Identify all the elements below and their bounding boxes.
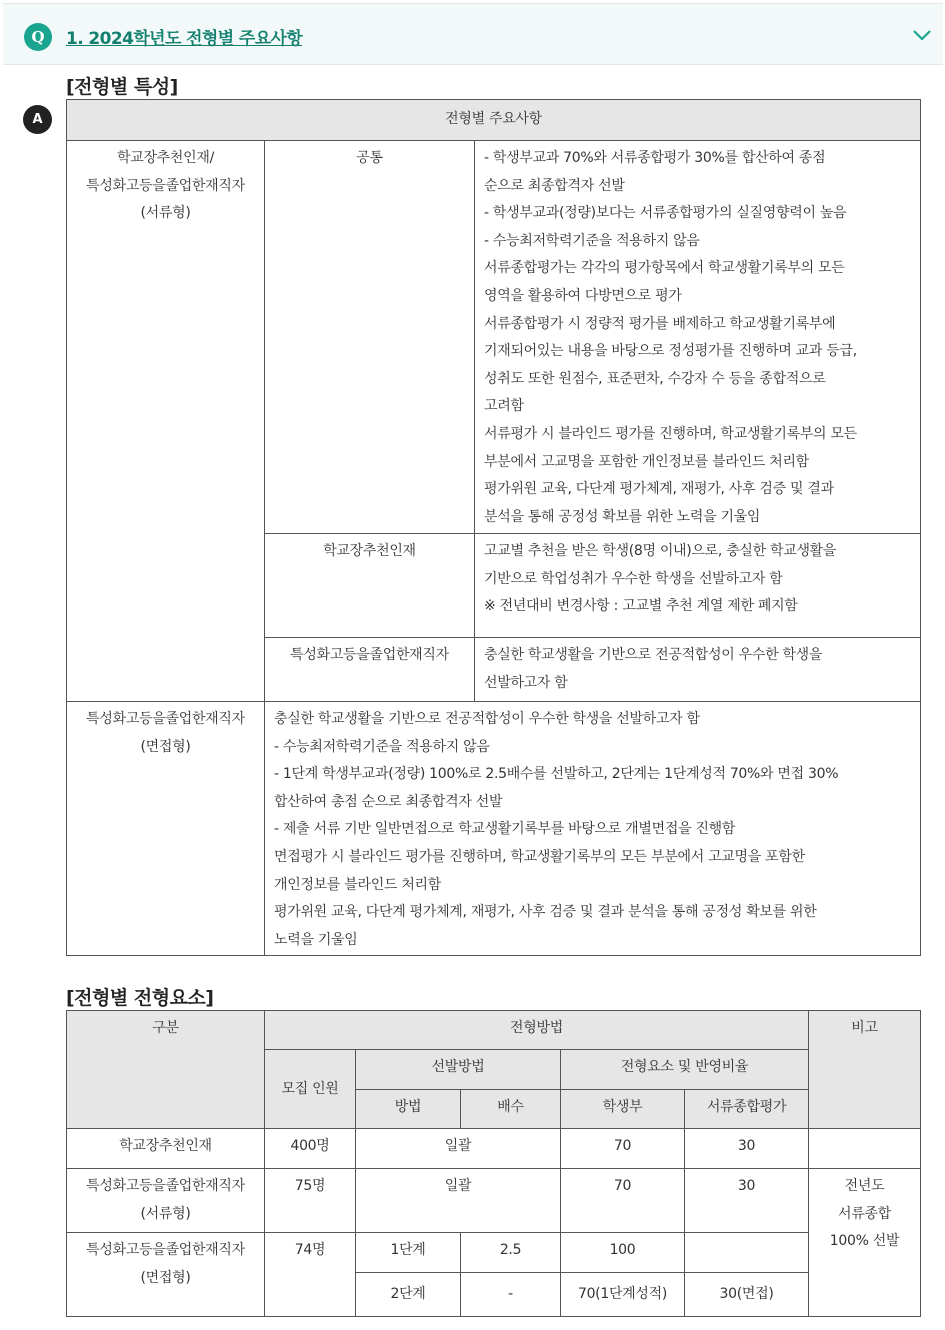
school-label: 학교장추천인재 — [265, 534, 475, 638]
special-label: 특성화고등을졸업한재직자 — [265, 638, 475, 702]
table-row: 특성화고등을졸업한재직자 (면접형) 74명 1단계 2.5 100 — [67, 1233, 921, 1273]
header-quota: 모집 인원 — [265, 1050, 356, 1129]
header-method: 전형방법 — [265, 1011, 809, 1050]
common-description: - 학생부교과 70%와 서류종합평가 30%를 합산하여 종점 순으로 최종합격자 선발 - 학생부교과(정량)보다는 서류종합평가의 실질영향력이 높음 - 수능최저학력기준을 적용하지 않음 서류종합평가는 각각의 평가항목에서 학교생활기록부의 모든 영역을 활용하여 다방면으로 평가 서류종합평가 시 정량적 평가를 배제하고 학교생활기록부에 기재되어있는 내용을 바탕으로 정성평가를 진행하며 교과 등급, 성취도 또한 원점수, 표준편차, 수강자 수 등을 종합적으로 고려함 서류평가 시 블라인드 평가를 진행하며, 학교생활기록부의 모든 부분에서 고교명을 포함한 개인정보를 블라인드 처리함 평가위원 교육, 다단계 평가체계, 재평가, 사후 검증 및 결과 분석을 통해 공정성 확보를 위한 노력을 기울임 — [475, 141, 921, 534]
question-header[interactable] — [3, 3, 943, 65]
header-docs: 서류종합평가 — [685, 1090, 809, 1129]
chevron-down-icon[interactable] — [911, 26, 933, 44]
common-label: 공통 — [265, 141, 475, 534]
section-title-characteristics: [전형별 특성] — [66, 76, 178, 98]
school-description: 고교별 추천을 받은 학생(8명 이내)으로, 충실한 학교생활을 기반으로 학업성취가 우수한 학생을 선발하고자 함 ※ 전년대비 변경사항 : 고교별 추천 계열 제한 폐지함 — [475, 534, 921, 638]
header-way: 방법 — [356, 1090, 461, 1129]
type-name-seoryu: 학교장추천인재/ 특성화고등을졸업한재직자 (서류형) — [67, 141, 265, 702]
header-elements: 전형요소 및 반영비율 — [561, 1050, 809, 1090]
characteristics-table — [66, 99, 921, 956]
table-header: 전형별 주요사항 — [67, 100, 921, 141]
answer-badge: A — [23, 105, 52, 134]
header-multiple: 배수 — [461, 1090, 561, 1129]
question-title[interactable]: 1. 2024학년도 전형별 주요사항 — [66, 29, 303, 49]
question-badge: Q — [24, 23, 52, 51]
header-selection: 선발방법 — [356, 1050, 561, 1090]
elements-table — [66, 1010, 921, 1317]
header-note: 비고 — [809, 1011, 921, 1129]
table-row: 학교장추천인재 400명 일괄 70 30 — [67, 1129, 921, 1169]
section-title-elements: [전형별 전형요소] — [66, 987, 214, 1009]
header-record: 학생부 — [561, 1090, 685, 1129]
myeonjeop-description: 충실한 학교생활을 기반으로 전공적합성이 우수한 학생을 선발하고자 함 - 수능최저학력기준을 적용하지 않음 - 1단계 학생부교과(정량) 100%로 2.5배수를 선발하고, 2단계는 1단계성적 70%와 면접 30% 합산하여 총점 순으로 최종합격자 선발 - 제출 서류 기반 일반면접으로 학교생활기록부를 바탕으로 개별면접을 진행함 면접평가 시 블라인드 평가를 진행하며, 학교생활기록부의 모든 부분에서 고교명을 포함한 개인정보를 블라인드 처리함 평가위원 교육, 다단계 평가체계, 재평가, 사후 검증 및 결과 분석을 통해 공정성 확보를 위한 노력을 기울임 — [265, 702, 921, 956]
table-row: 특성화고등을졸업한재직자 (서류형) 75명 일괄 70 30 전년도 서류종합 100% 선발 — [67, 1169, 921, 1233]
special-description: 충실한 학교생활을 기반으로 전공적합성이 우수한 학생을 선발하고자 함 — [475, 638, 921, 702]
table-row: 2단계 - 70(1단계성적) 30(면접) — [67, 1273, 921, 1317]
type-name-myeonjeop: 특성화고등을졸업한재직자 (면접형) — [67, 702, 265, 956]
header-gubun: 구분 — [67, 1011, 265, 1129]
note-cell: 전년도 서류종합 100% 선발 — [809, 1169, 921, 1317]
